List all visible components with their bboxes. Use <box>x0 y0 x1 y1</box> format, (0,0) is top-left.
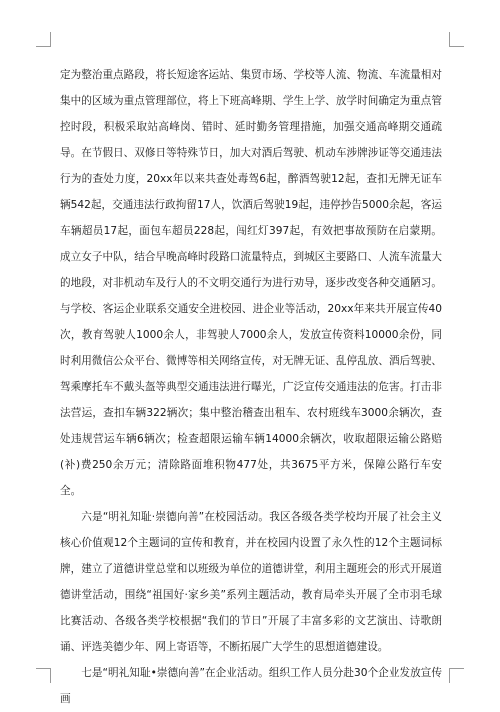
paragraph-school-activity: 六是“明礼知耻·崇德向善”在校园活动。我区各级各类学校均开展了社会主义核心价值观12个主题词的宣传和教育，并在校园内设置了永久性的12个主题词标牌，建立了道德讲堂总堂和以班级为单位的道德讲堂，利用主题班会的形式开展道德讲堂活动，围绕“祖国好·家乡美”系列主题活动，教育局牵头开展了全市羽毛球比赛活动、各级各类学校根据“我们的节日”开展了丰富多彩的文艺演出、诗歌朗诵、评选美德少年、网上寄语等，不断拓展广大学生的思想道德建设。 <box>60 511 442 653</box>
crop-mark-bottom-left <box>36 668 51 683</box>
paragraph-traffic-enforcement: 定为整治重点路段，将长短途客运站、集贸市场、学校等人流、物流、车流量相对集中的区域为重点管理部位，将上下班高峰期、学生上学、放学时间确定为重点管控时段，积极采取站高峰岗、错时、延时勤务管理措施，加强交通高峰期交通疏导。在节假日、双修日等特殊节日，加大对酒后驾驶、机动车涉牌涉证等交通违法行为的查处力度，20xx年以来共查处毒驾6起，醉酒驾驶12起，查扣无牌无证车辆542起，交通违法行政拘留17人，饮酒后驾驶19起，违停抄告5000余起，客运车辆超员17起，面包车超员228起，闯红灯397起，有效把事故预防在启蒙期。成立女子中队，结合早晚高峰时段路口流量特点，到城区主要路口、人流车流量大的地段，对非机动车及行人的不文明交通行为进行劝导，逐步改变各种交通陋习。与学校、客运企业联系交通安全进校园、进企业等活动，20xx年来共开展宣传40次，教育驾驶人1000余人，非驾驶人7000余人，发放宣传资料10000余份，同时利用微信公众平台、微博等相关网络宣传，对无牌无证、乱停乱放、酒后驾驶、驾乘摩托车不戴头盔等典型交通违法进行曝光，广泛宣传交通违法的危害。打击非法营运，查扣车辆322辆次；集中整治稽查出租车、农村班线车3000余辆次，查处违规营运车辆6辆次；检查超限运输车辆14000余辆次，收取超限运输公路赔(补)费250余万元；清除路面堆积物477处，共3675平方米，保障公路行车安全。 <box>60 69 442 497</box>
crop-mark-top-right <box>449 32 464 47</box>
paragraph-enterprise-activity: 七是“明礼知耻•崇德向善”在企业活动。组织工作人员分赴30个企业发放宣传画 <box>60 667 442 705</box>
document-body <box>60 62 442 712</box>
crop-mark-bottom-right <box>449 668 464 683</box>
crop-mark-top-left <box>36 32 51 47</box>
